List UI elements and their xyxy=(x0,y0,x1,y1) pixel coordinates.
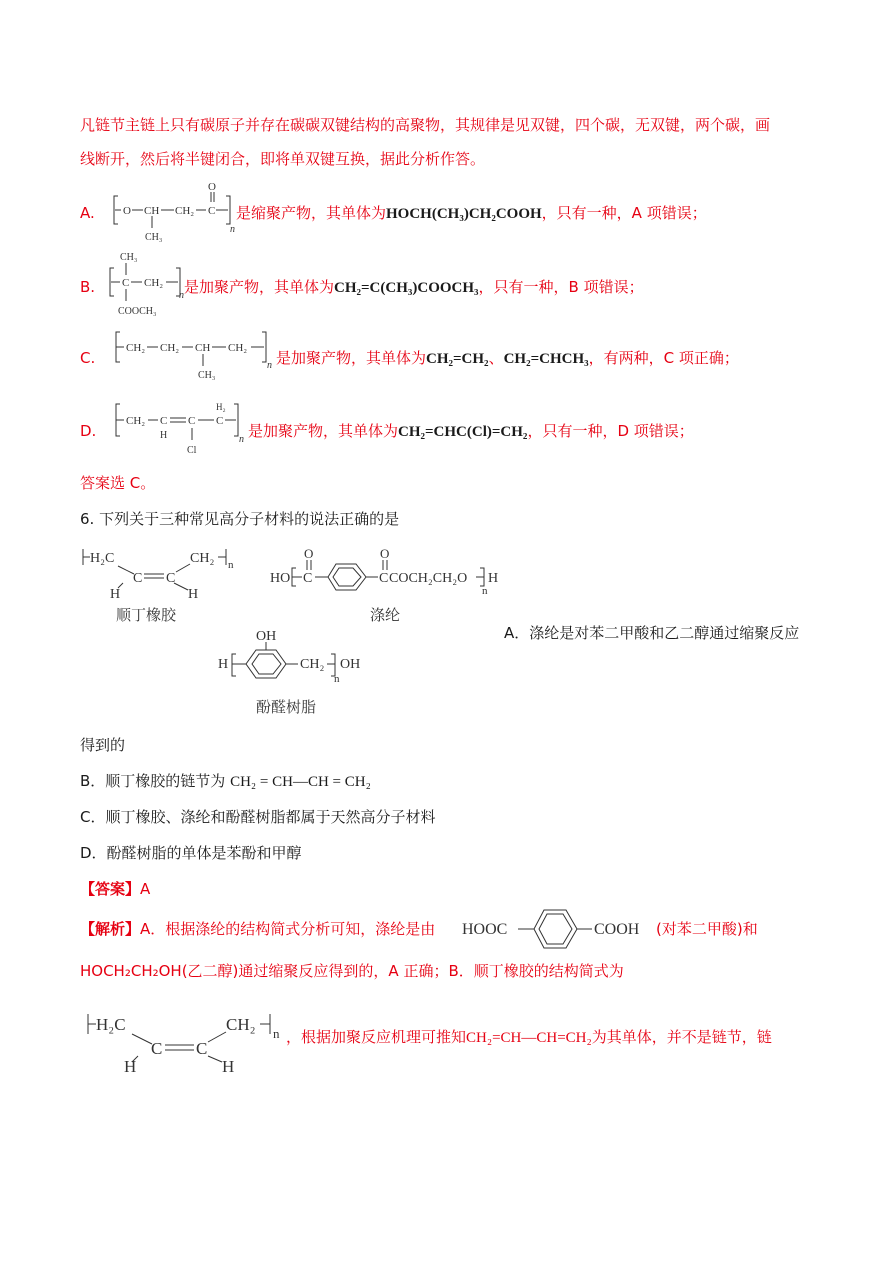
option-a: A．涤纶是对苯二甲酸和乙二醇通过缩聚反应 xyxy=(504,624,800,642)
caption-terylene: 涤纶 xyxy=(370,608,401,624)
option-c: C．顺丁橡胶、涤纶和酚醛树脂都属于天然高分子材料 xyxy=(80,808,436,826)
atom-h2c: H₂C xyxy=(90,551,115,566)
terephthalic-acid xyxy=(460,904,656,950)
atom-oh: OH xyxy=(256,629,277,644)
atom-cl: Cl xyxy=(187,445,197,456)
subscript-n: n xyxy=(179,290,184,301)
option-b-label: B. xyxy=(80,278,96,296)
atom-o-2: O xyxy=(380,546,390,561)
subscript-n: n xyxy=(230,224,235,235)
option-b xyxy=(80,770,371,793)
option-b-analysis xyxy=(80,276,95,298)
analysis-line-2: HOCH₂CH₂OH(乙二醇)通过缩聚反应得到的，A 正确；B．顺丁橡胶的结构简式为 xyxy=(80,962,624,980)
atom-h: H xyxy=(160,430,168,441)
option-c-sep: 、 xyxy=(488,349,504,367)
atom-ch3: CH₃ xyxy=(198,370,216,381)
option-d-monomer: CH₂=CHC(Cl)=CH₂ xyxy=(398,424,528,440)
option-b-analysis-text xyxy=(184,276,644,299)
atom-ch2-a: CH₂ xyxy=(126,342,146,354)
atom-ch3: CH₃ xyxy=(145,232,163,243)
option-c-monomer-1: CH₂=CH₂ xyxy=(426,351,489,367)
question-stem-text: 下列关于三种常见高分子材料的说法正确的是 xyxy=(99,510,400,528)
subscript-n: n xyxy=(228,559,234,571)
atom-ch: CH xyxy=(144,205,160,217)
analysis-line-1b: (对苯二甲酸)和 xyxy=(656,920,758,938)
polymer-figure xyxy=(80,538,510,720)
atom-h-left: H xyxy=(124,1057,137,1076)
atom-oh-end: OH xyxy=(340,657,361,672)
atom-c: C xyxy=(208,205,216,217)
analysis-line-1 xyxy=(80,918,435,940)
atom-h-left: H xyxy=(110,587,121,602)
caption-resin: 酚醛树脂 xyxy=(256,700,317,716)
atom-c-right: C xyxy=(196,1039,208,1058)
atom-ch2: CH₂ xyxy=(190,551,215,566)
intro-line-2: 线断开，然后将半键闭合，即将单双键互换，据此分析作答。 xyxy=(80,150,486,168)
atom-c1: C xyxy=(160,415,168,427)
subscript-n: n xyxy=(267,360,272,371)
answer-label: 【答案】 xyxy=(80,880,141,898)
atom-hooc: HOOC xyxy=(462,921,508,938)
atom-ho: HO xyxy=(270,571,291,586)
atom-ester-chain: COCH₂CH₂O xyxy=(389,571,468,586)
atom-ch2: CH₂ xyxy=(175,205,195,217)
option-b-text: 是加聚产物，其单体为 xyxy=(184,278,335,296)
answer-value: A xyxy=(140,880,151,898)
option-d-text: 是加聚产物，其单体为 xyxy=(248,422,399,440)
intro-line-1: 凡链节主链上只有碳原子并存在碳碳双键结构的高聚物，其规律是见双键，四个碳，无双键，两个碳，画 xyxy=(80,116,771,134)
structure-b xyxy=(104,248,188,320)
option-d-analysis xyxy=(80,420,96,442)
option-c-text: 是加聚产物，其单体为 xyxy=(276,349,427,367)
subscript-n: n xyxy=(334,673,340,685)
subscript-n: n xyxy=(482,585,488,597)
atom-c-left: C xyxy=(151,1039,163,1058)
atom-ch2-c: CH₂ xyxy=(228,342,248,354)
option-c-analysis-text xyxy=(276,347,739,370)
terylene-structure xyxy=(270,546,498,624)
atom-h-end: H xyxy=(488,571,499,586)
option-a-label: A. xyxy=(80,204,95,222)
atom-ch2: CH₂ xyxy=(300,657,325,672)
option-d: D．酚醛树脂的单体是苯酚和甲醇 xyxy=(80,844,302,862)
atom-ch: CH xyxy=(195,342,211,354)
atom-o-1: O xyxy=(304,546,314,561)
subscript-n: n xyxy=(239,434,244,445)
option-c-label: C. xyxy=(80,349,96,367)
atom-o-top: O xyxy=(208,181,216,193)
rubber-structure xyxy=(83,549,234,624)
atom-h-right: H xyxy=(222,1057,235,1076)
analysis-line3-text: ，根据加聚反应机理可推知 xyxy=(286,1028,467,1046)
analysis-line-3 xyxy=(286,1026,772,1049)
option-a-analysis xyxy=(80,202,95,224)
structure-a xyxy=(112,180,237,246)
atom-h-right: H xyxy=(188,587,199,602)
atom-o: O xyxy=(123,205,131,217)
resin-structure xyxy=(218,629,360,716)
option-a-text: 是缩聚产物，其单体为 xyxy=(236,204,387,222)
answer-line xyxy=(80,878,150,900)
option-d-analysis-text xyxy=(248,420,694,443)
option-d-label: D. xyxy=(80,422,97,440)
atom-ch2: CH₂ xyxy=(144,277,164,289)
subscript-n: n xyxy=(273,1026,280,1041)
analysis-label: 【解析】 xyxy=(80,920,141,938)
analysis-line3-tail: 为其单体，并不是链节，链 xyxy=(591,1028,772,1046)
structure-c xyxy=(106,326,280,386)
rubber-structure-analysis xyxy=(84,1004,294,1076)
question-number: 6. xyxy=(80,510,95,528)
option-a-tail: ，只有一种，A 项错误； xyxy=(541,204,707,222)
atom-c-right: C xyxy=(166,571,176,586)
atom-ch3: CH₃ xyxy=(120,252,138,263)
option-b-monomer: CH₂=C(CH₃)COOCH₃ xyxy=(334,280,479,296)
atom-ch2: CH₂ xyxy=(126,415,146,427)
atom-c-1: C xyxy=(303,571,313,586)
previous-answer: 答案选 C。 xyxy=(80,474,156,492)
analysis-part1: A．根据涤纶的结构简式分析可知，涤纶是由 xyxy=(140,920,436,938)
atom-c-2: C xyxy=(379,571,389,586)
atom-h2: H₂ xyxy=(216,402,226,412)
atom-h-start: H xyxy=(218,657,229,672)
atom-c-left: C xyxy=(133,571,143,586)
atom-cooch3: COOCH₃ xyxy=(118,306,157,317)
option-b-text: B．顺丁橡胶的链节为 xyxy=(80,772,226,790)
option-c-monomer-2: CH₂=CHCH₃ xyxy=(503,351,589,367)
atom-c: C xyxy=(122,277,130,289)
option-a-monomer: HOCH(CH₃)CH₂COOH xyxy=(386,206,542,222)
atom-c3: C xyxy=(216,415,224,427)
atom-ch2-b: CH₂ xyxy=(160,342,180,354)
option-c-analysis xyxy=(80,347,95,369)
option-b-formula: CH₂ = CH—CH = CH₂ xyxy=(230,774,371,790)
question-stem xyxy=(80,508,399,530)
option-b-tail: ，只有一种，B 项错误； xyxy=(478,278,644,296)
atom-ch2: CH₂ xyxy=(226,1015,256,1034)
analysis-line3-formula: CH₂=CH—CH=CH₂ xyxy=(466,1030,592,1046)
atom-h2c: H₂C xyxy=(96,1015,126,1034)
atom-cooh: COOH xyxy=(594,921,640,938)
atom-c2: C xyxy=(188,415,196,427)
structure-d xyxy=(106,398,252,460)
option-d-tail: ，只有一种，D 项错误； xyxy=(527,422,694,440)
option-a-continued: 得到的 xyxy=(80,736,126,754)
option-a-analysis-text xyxy=(236,202,707,225)
option-c-tail: ，有两种，C 项正确； xyxy=(588,349,739,367)
caption-rubber: 顺丁橡胶 xyxy=(116,608,177,624)
